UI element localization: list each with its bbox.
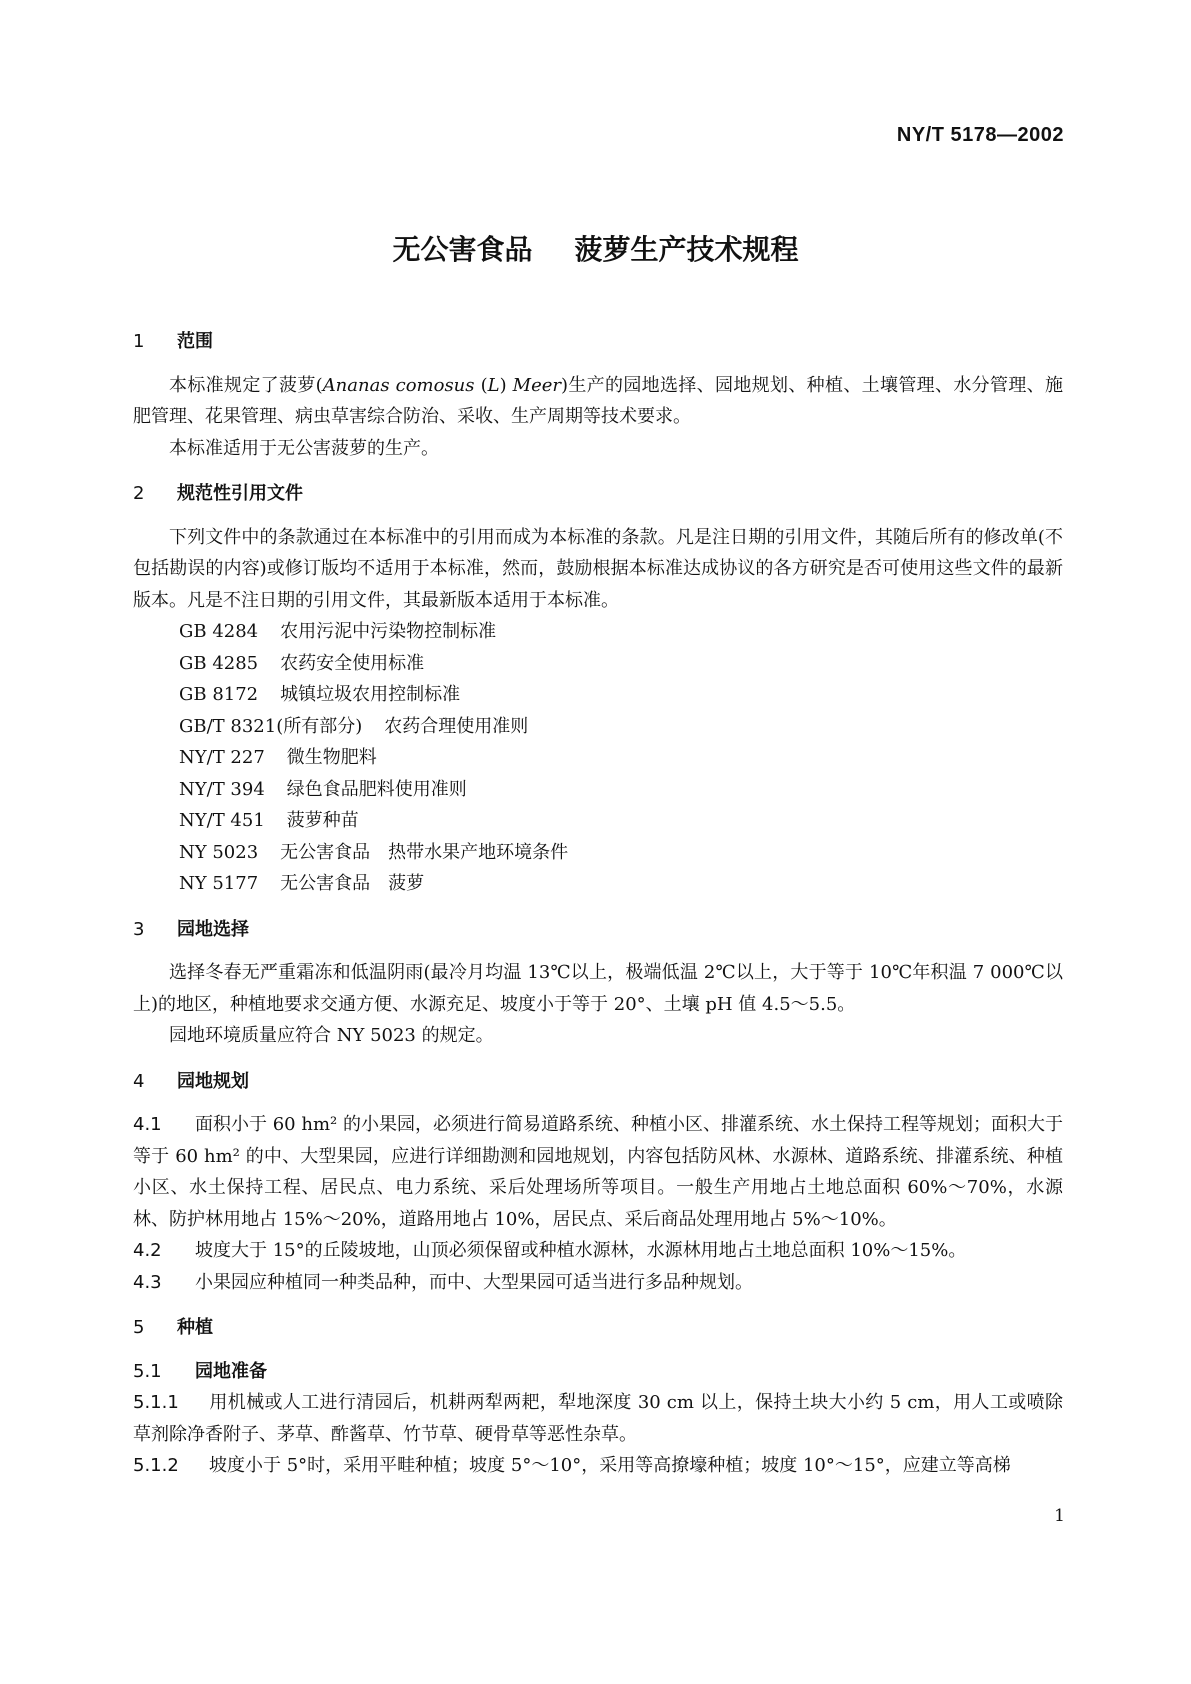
reference-title: 农药合理使用准则 (384, 715, 529, 737)
reference-title: 绿色食品肥料使用准则 (286, 778, 467, 800)
clause-text: 用机械或人工进行清园后，机耕两犁两耙，犁地深度 30 cm 以上，保持土块大小约 5 cm，用人工或喷除草剂除净香附子、茅草、酢酱草、竹节草、硬骨草等恶性杂草。 (133, 1392, 1063, 1445)
section-4-heading (133, 1066, 1063, 1098)
section-1-paragraph-1: 本标准规定了菠萝(Ananas comosus (L) Meer)生产的园地选择、园地规划、种植、土壤管理、水分管理、施肥管理、花果管理、病虫草害综合防治、采收、生产周期等技术要求。 (133, 374, 1063, 427)
clause-number: 5.1.2 (133, 1455, 179, 1476)
reference-title: 微生物肥料 (286, 747, 377, 768)
reference-item (179, 679, 1063, 711)
clause-number: 5.1.1 (133, 1392, 179, 1413)
reference-code: GB 4285 (179, 652, 259, 674)
clause-number: 4.3 (133, 1271, 162, 1293)
clause-text: 小果园应种植同一种类品种，而中、大型果园可适当进行多品种规划。 (195, 1271, 753, 1293)
clause-4-2 (133, 1235, 1063, 1267)
clause-4-3 (133, 1267, 1063, 1299)
document-title (0, 228, 1191, 268)
clause-text: 坡度大于 15°的丘陵坡地，山顶必须保留或种植水源林，水源林用地占土地总面积 10%～15%。 (195, 1240, 967, 1261)
clause-number: 4.2 (133, 1240, 162, 1261)
section-number: 3 (133, 918, 145, 940)
reference-item (179, 711, 1063, 743)
reference-code: GB 8172 (179, 684, 259, 705)
title-part1: 无公害食品 (392, 233, 533, 266)
reference-title: 无公害食品 菠萝 (280, 873, 425, 894)
standard-code: NY/T 5178—2002 (896, 124, 1064, 146)
section-2-heading (133, 478, 1063, 510)
page-number: 1 (1054, 1506, 1065, 1526)
clause-5-1-2 (133, 1450, 1063, 1482)
reference-item (179, 837, 1063, 869)
section-title: 范围 (177, 331, 213, 352)
document-body (133, 326, 1063, 1482)
reference-title: 无公害食品 热带水果产地环境条件 (280, 841, 569, 863)
section-number: 1 (133, 331, 145, 352)
reference-code: NY/T 394 (179, 778, 265, 800)
reference-code: NY 5177 (179, 873, 259, 894)
subsection-number: 5.1 (133, 1360, 162, 1382)
clause-text: 面积小于 60 hm² 的小果园，必须进行简易道路系统、种植小区、排灌系统、水土保持工程等规划；面积大于等于 60 hm² 的中、大型果园，应进行详细勘测和园地规划，内容包括防风林、水源林、道路系统、排灌系统、种植小区、水土保持工程、居民点、电力系统、采后处理场所等项目。一般生产用地占土地总面积 60%～70%，水源林、防护林用地占 15%～20%，道路用地占 10%，居民点、采后商品处理用地占 5%～10%。 (133, 1114, 1063, 1230)
reference-title: 城镇垃圾农用控制标准 (280, 684, 461, 705)
section-1-paragraph-2: 本标准适用于无公害菠萝的生产。 (169, 437, 439, 459)
reference-code: NY/T 227 (179, 747, 265, 768)
section-title: 园地选择 (177, 918, 249, 940)
section-title: 规范性引用文件 (177, 483, 303, 504)
reference-list (133, 616, 1063, 900)
section-number: 2 (133, 483, 145, 504)
subsection-title: 园地准备 (195, 1360, 267, 1382)
section-3-heading (133, 914, 1063, 946)
reference-item (179, 805, 1063, 837)
subsection-5-1-heading (133, 1356, 1063, 1388)
title-part2: 菠萝生产技术规程 (574, 233, 799, 266)
reference-title: 农用污泥中污染物控制标准 (280, 621, 497, 642)
section-title: 园地规划 (177, 1070, 249, 1092)
reference-item (179, 742, 1063, 774)
reference-code: GB 4284 (179, 621, 259, 642)
reference-title: 菠萝种苗 (286, 810, 359, 831)
clause-5-1-1 (133, 1387, 1063, 1450)
section-2-intro: 下列文件中的条款通过在本标准中的引用而成为本标准的条款。凡是注日期的引用文件，其随后所有的修改单(不包括勘误的内容)或修订版均不适用于本标准，然而，鼓励根据本标准达成协议的各方研究是否可使用这些文件的最新版本。凡是不注日期的引用文件，其最新版本适用于本标准。 (133, 526, 1063, 611)
section-3-paragraph-2: 园地环境质量应符合 NY 5023 的规定。 (169, 1025, 494, 1046)
section-5-heading (133, 1312, 1063, 1344)
section-number: 4 (133, 1070, 145, 1092)
reference-code: GB/T 8321(所有部分) (179, 715, 363, 737)
section-title: 种植 (177, 1317, 213, 1338)
reference-item (179, 648, 1063, 680)
reference-item (179, 774, 1063, 806)
section-number: 5 (133, 1317, 145, 1338)
reference-title: 农药安全使用标准 (280, 652, 425, 674)
clause-text: 坡度小于 5°时，采用平畦种植；坡度 5°～10°，采用等高撩壕种植；坡度 10°～15°，应建立等高梯 (209, 1455, 1011, 1476)
reference-code: NY/T 451 (179, 810, 265, 831)
section-1-heading (133, 326, 1063, 358)
reference-code: NY 5023 (179, 841, 259, 863)
section-3-paragraph-1: 选择冬春无严重霜冻和低温阴雨(最冷月均温 13℃以上，极端低温 2℃以上，大于等于 10℃年积温 7 000℃以上)的地区，种植地要求交通方便、水源充足、坡度小于等于 20°、土壤 pH 值 4.5～5.5。 (133, 962, 1063, 1015)
clause-4-1 (133, 1109, 1063, 1235)
clause-number: 4.1 (133, 1114, 162, 1135)
reference-item (179, 868, 1063, 900)
reference-item (179, 616, 1063, 648)
